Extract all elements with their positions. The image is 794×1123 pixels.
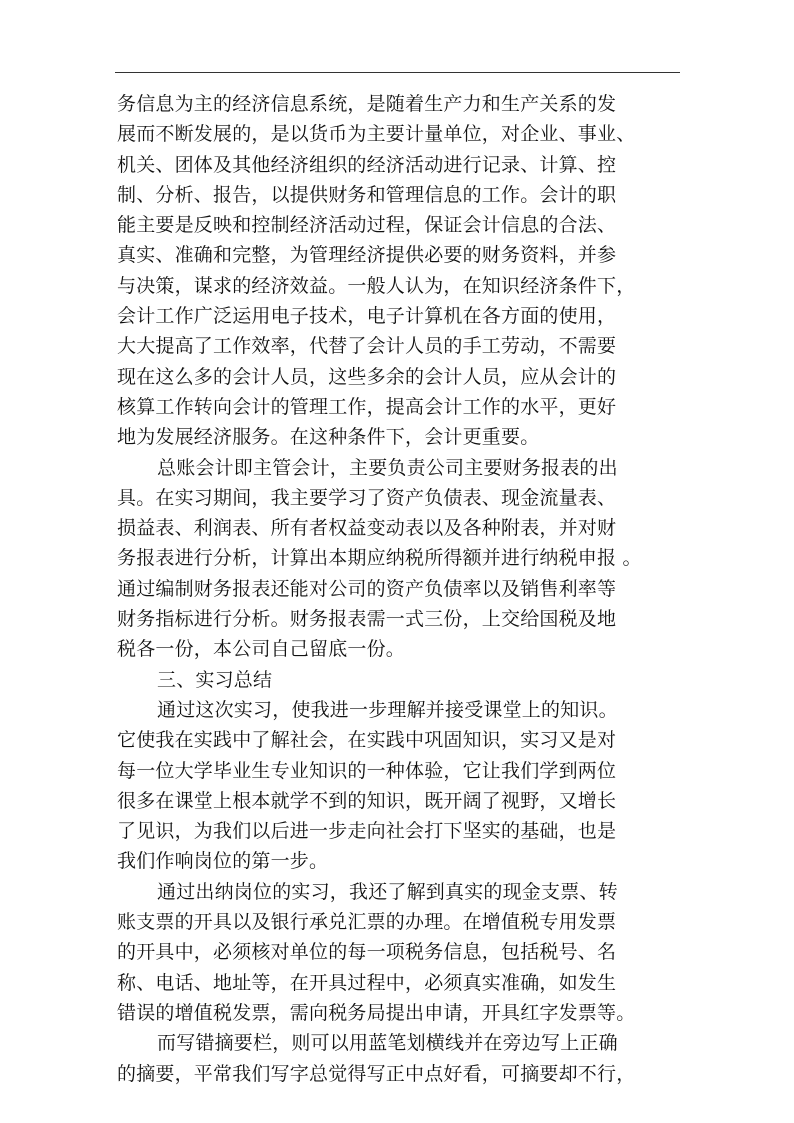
text-line: 它使我在实践中了解社会，在实践中巩固知识，实习又是对 xyxy=(117,729,617,752)
text-line: 务报表进行分析，计算出本期应纳税所得额并进行纳税申报 。 xyxy=(117,547,642,570)
text-line: 能主要是反映和控制经济活动过程，保证会计信息的合法、 xyxy=(117,214,617,237)
text-line: 制、分析、报告，以提供财务和管理信息的工作。会计的职 xyxy=(117,183,617,206)
header-rule xyxy=(115,72,680,73)
document-body xyxy=(117,89,697,1089)
text-line: 通过编制财务报表还能对公司的资产负债率以及销售利率等 xyxy=(117,577,617,600)
text-line: 现在这么多的会计人员，这些多余的会计人员，应从会计的 xyxy=(117,365,617,388)
text-line: 务信息为主的经济信息系统，是随着生产力和生产关系的发 xyxy=(117,93,617,115)
text-line: 的开具中，必须核对单位的每一项税务信息，包括税号、名 xyxy=(117,941,617,964)
text-line: 地为发展经济服务。在这种条件下，会计更重要。 xyxy=(117,426,540,449)
paragraph-first-line: 三、实习总结 xyxy=(157,668,273,691)
text-line: 损益表、利润表、所有者权益变动表以及各种附表，并对财 xyxy=(117,517,617,540)
text-line: 了见识，为我们以后进一步走向社会打下坚实的基础，也是 xyxy=(117,820,617,843)
paragraph-first-line: 总账会计即主管会计，主要负责公司主要财务报表的出 xyxy=(157,456,618,479)
text-line: 我们作响岗位的第一步。 xyxy=(117,850,329,873)
text-line: 机关、团体及其他经济组织的经济活动进行记录、计算、控 xyxy=(117,153,617,176)
text-line: 的摘要，平常我们写字总觉得写正中点好看，可摘要却不行， xyxy=(117,1062,636,1085)
text-line: 展而不断发展的，是以货币为主要计量单位，对企业、事业、 xyxy=(117,123,636,146)
text-line: 每一位大学毕业生专业知识的一种体验，它让我们学到两位 xyxy=(117,759,617,782)
text-line: 真实、准确和完整，为管理经济提供必要的财务资料，并参 xyxy=(117,244,617,267)
text-line: 具。在实习期间，我主要学习了资产负债表、现金流量表、 xyxy=(117,486,617,509)
text-line: 税各一份，本公司自己留底一份。 xyxy=(117,638,406,661)
text-line: 账支票的开具以及银行承兑汇票的办理。在增值税专用发票 xyxy=(117,911,617,934)
text-line: 大大提高了工作效率，代替了会计人员的手工劳动，不需要 xyxy=(117,335,617,358)
text-line: 会计工作广泛运用电子技术，电子计算机在各方面的使用， xyxy=(117,305,617,328)
paragraph-first-line: 而写错摘要栏，则可以用蓝笔划横线并在旁边写上正确 xyxy=(157,1032,618,1055)
text-line: 核算工作转向会计的管理工作，提高会计工作的水平，更好 xyxy=(117,395,617,418)
text-line: 很多在课堂上根本就学不到的知识，既开阔了视野，又增长 xyxy=(117,789,617,812)
paragraph-first-line: 通过这次实习，使我进一步理解并接受课堂上的知识。 xyxy=(157,698,618,721)
paragraph-first-line: 通过出纳岗位的实习，我还了解到真实的现金支票、转 xyxy=(157,880,618,903)
text-line: 错误的增值税发票，需向税务局提出申请，开具红字发票等。 xyxy=(117,1001,636,1024)
text-line: 财务指标进行分析。财务报表需一式三份，上交给国税及地 xyxy=(117,608,617,631)
text-line: 与决策，谋求的经济效益。一般人认为，在知识经济条件下， xyxy=(117,274,636,297)
text-line: 称、电话、地址等，在开具过程中，必须真实准确，如发生 xyxy=(117,971,617,994)
